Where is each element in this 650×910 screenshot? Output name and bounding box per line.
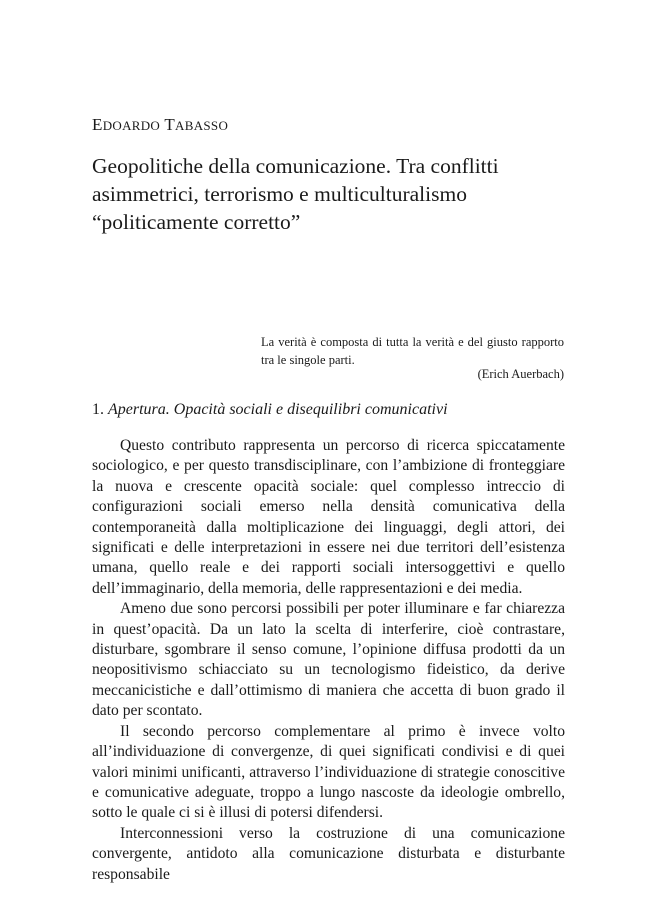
paragraph-3: Il secondo percorso complementare al primo è invece volto all’individuazione di convergenze, di quei significati condivisi e di quei valori minimi unificanti, attraverso l’individuazione di strategie conoscitive e comunicative adeguate, troppo a lungo nascoste da ideologie ombrello, sotto le quale ci si è illusi di potersi difendersi.	[92, 722, 565, 822]
author-first-initial: E	[92, 115, 103, 134]
author-name	[92, 115, 228, 135]
section-heading	[92, 400, 572, 420]
paragraph-4: Interconnessioni verso la costruzione di una comunicazione convergente, antidoto alla comunicazione disturbata e disturbante responsabile	[92, 824, 565, 883]
author-first-rest: DOARDO	[102, 118, 161, 133]
epigraph-quote: La verità è composta di tutta la verità e del giusto rapporto tra le singole parti.	[261, 335, 564, 367]
section-number: 1.	[92, 401, 104, 418]
author-last-initial: T	[164, 115, 176, 134]
section-title: Apertura. Opacità sociali e disequilibri comunicativi	[108, 401, 448, 418]
author-last-rest: ABASSO	[175, 118, 229, 133]
body-text	[92, 436, 565, 885]
epigraph-source: (Erich Auerbach)	[477, 367, 564, 381]
article-title: Geopolitiche della comunicazione. Tra conflitti asimmetrici, terrorismo e multiculturalismo “politicamente corretto”	[92, 154, 499, 234]
paragraph-2: Ameno due sono percorsi possibili per poter illuminare e far chiarezza in quest’opacità. Da un lato la scelta di interferire, cioè contrastare, disturbare, sgombrare il senso comune, l’opinione diffusa prodotti da un neopositivismo schiacciato su un tecnologismo fideistico, da derive meccanicistiche e dall’ottimismo di maniera che accetta di buon grado il dato per scontato.	[92, 600, 565, 720]
paragraph-1: Questo contributo rappresenta un percorso di ricerca spiccatamente sociologico, e per questo transdisciplinare, con l’ambizione di fronteggiare la nuova e crescente opacità sociale: quel complesso intreccio di configurazioni sociali emerso nella densità comunicativa della contemporaneità dalla moltiplicazione dei linguaggi, degli attori, dei significati e delle interpretazioni in essere nei due territori dell’esistenza umana, quello reale e dei rapporti sociali intersoggettivi e quello dell’immaginario, della memoria, delle rappresentazioni e dei media.	[92, 437, 565, 597]
